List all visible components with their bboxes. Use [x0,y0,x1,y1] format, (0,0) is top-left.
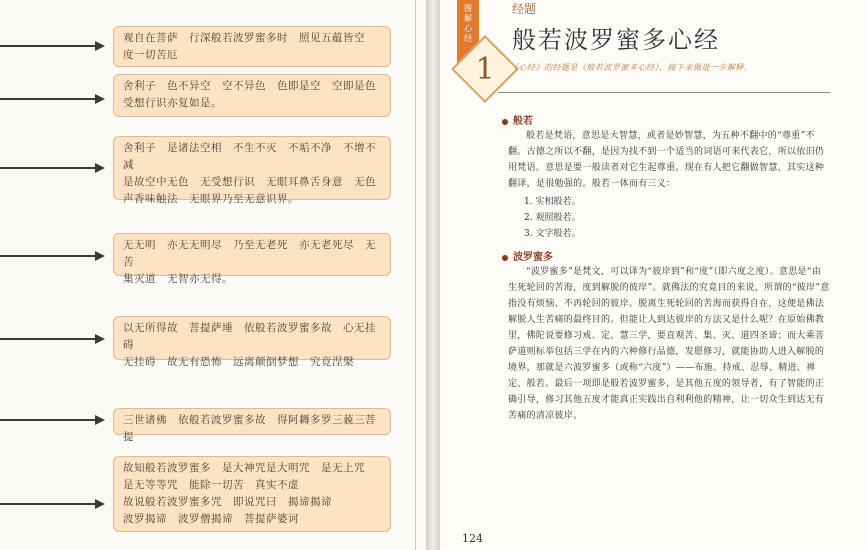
arrow-4 [0,251,105,261]
section-label: 经题 [512,2,537,16]
arrow-7 [0,499,105,509]
right-page [440,0,866,550]
title-divider [498,92,830,93]
page-edge-line [415,0,416,550]
page-title: 般若波罗蜜多心经 [512,26,720,54]
heading-prajna-text: 般若 [513,116,533,127]
heading-paramita [502,248,553,263]
heading-prajna [502,112,533,127]
paragraph-paramita: “波罗蜜多”是梵文，可以译为“彼岸到”和“度”（即六度之度）。意思是“由生死轮回的苦海，度到解脱的彼岸”。就佛法的究竟目的来说，所谓的“彼岸”意指没有烦恼、不再轮回的彼岸。脱离生死轮回的苦海而获得自在，这便是佛法解脱人生苦痛的最终目的。但能让人到达彼岸的方法又是什么呢？在原始佛教里，佛陀说要修习戒、定、慧三学，要直观苦、集、灭、道四圣谛；而大乘菩萨道则标举包括三学在内的六种修行品德，发愿修习，就能协助人进入解脱的境界，那就是六波罗蜜多（或称“六度”）——布施、持戒、忍辱、精进、禅定、般若。最后一项即是般若波罗蜜多，是其他五度的领导者，有了智能的正确引导，修习其他五度才能真正实践出自利利他的精神，让一切众生到达无有苦痛的清凉彼岸。 [508,267,830,421]
sutra-box-7: 故知般若波罗蜜多 是大神咒是大明咒 是无上咒 是无等等咒 能除一切苦 真实不虚 故说般若波罗蜜多咒 即说咒曰 揭谛揭谛 波罗揭谛 波罗僧揭谛 菩提萨婆诃 [113,456,391,532]
heading-paramita-text: 波罗蜜多 [513,252,553,263]
arrow-1 [0,41,105,51]
sutra-box-5: 以无所得故 菩提萨埵 依般若波罗蜜多故 心无挂碍 无挂碍 故无有恐怖 远离颠倒梦想 究竟涅槃 [113,316,391,360]
sutra-box-1: 观自在菩萨 行深般若波罗蜜多时 照见五蕴皆空 度一切苦厄 [113,26,391,67]
arrow-2 [0,94,105,104]
page-subtitle: 《心经》的经题是《般若波罗蜜多心经》，接下来做进一步解释。 [510,63,753,72]
sutra-box-3: 舍利子 是诸法空相 不生不灭 不垢不净 不增不减 是故空中无色 无受想行识 无眼耳鼻舌身意 无色 声香味触法 无眼界乃至无意识界。 [113,136,391,200]
chapter-number: 1 [475,52,495,87]
page-number: 124 [462,532,483,545]
sutra-box-2: 舍利子 色不异空 空不异色 色即是空 空即是色 受想行识亦复如是。 [113,74,391,117]
bullet-dot [502,119,508,125]
arrow-3 [0,163,105,173]
left-page [0,0,426,550]
sutra-box-6: 三世诸佛 依般若波罗蜜多故 得阿耨多罗三藐三菩提 [113,408,391,435]
arrow-6 [0,415,105,425]
list-item: 3. 文字般若。 [524,229,581,239]
arrow-5 [0,334,105,344]
list-item: 2. 观照般若。 [524,213,581,223]
list-item: 1. 实相般若。 [524,197,581,207]
paragraph-prajna: 般若是梵语，意思是大智慧，或者是妙智慧，为五种不翻中的“尊重”不翻。古德之所以不翻，是因为找不到一个适当的词语可来代表它，所以依旧仍用梵语。意思是要一般读者对它生起尊重。现在有人把它翻做智慧，其实这种翻译，是很勉强的。般若一体而有三义： [508,131,825,189]
sutra-box-4: 无无明 亦无无明尽 乃至无老死 亦无老死尽 无苦 集灭道 无智亦无得。 [113,233,391,276]
book-gutter [426,0,440,550]
bullet-dot [502,255,508,261]
prajna-list [524,194,580,242]
side-tab-label: 图解心经 [464,4,472,43]
